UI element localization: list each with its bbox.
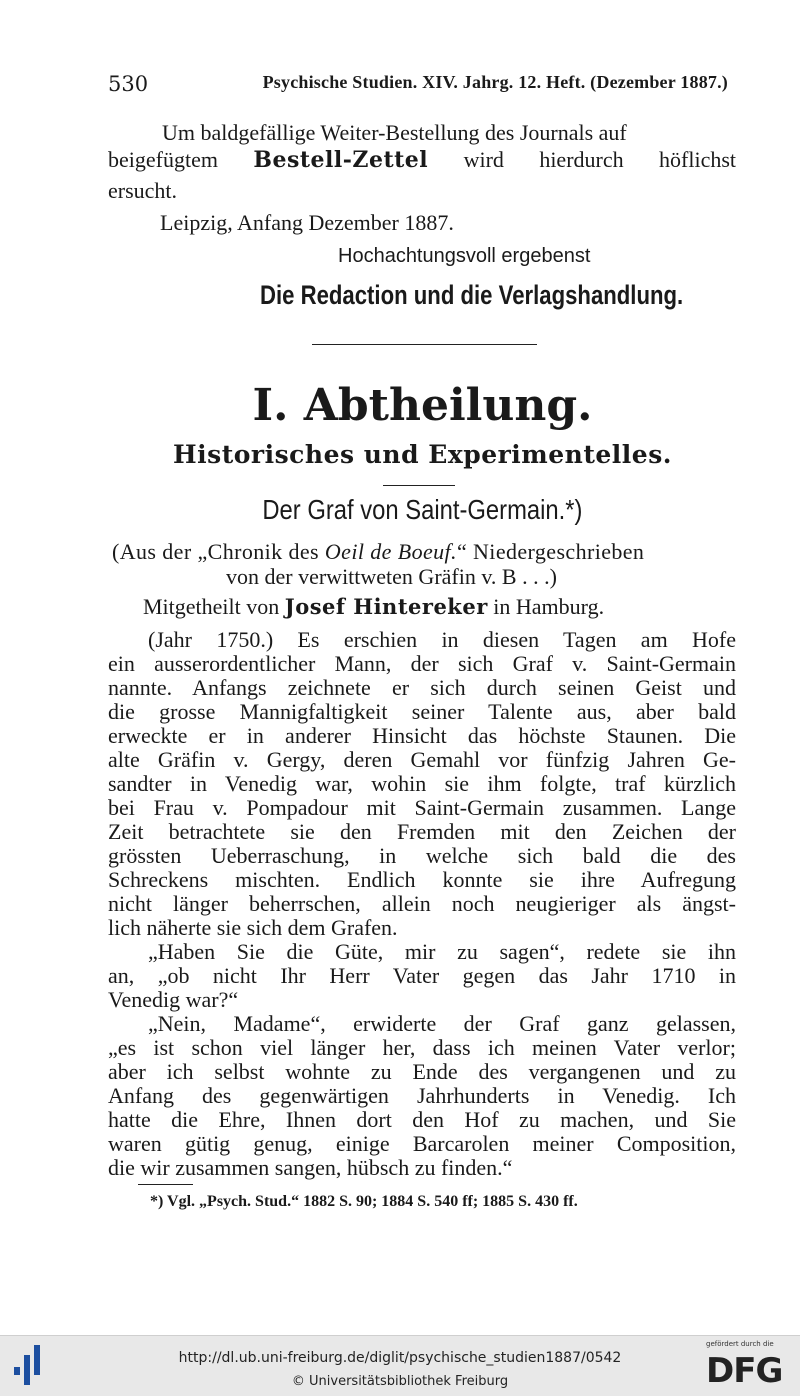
- body-line: „Nein, Madame“, erwiderte der Graf ganz gelassen,: [148, 1011, 736, 1036]
- body-line: Schreckens mischten. Endlich konnte sie ihre Aufregung: [108, 867, 736, 892]
- dfg-logo: DFG: [706, 1351, 783, 1391]
- short-divider: [383, 485, 455, 486]
- section-subtitle: Historisches und Experimentelles.: [173, 440, 672, 469]
- signature: Die Redaction und die Verlagshandlung.: [260, 280, 684, 310]
- running-header: [108, 72, 728, 96]
- body-line: Venedig war?“: [108, 987, 239, 1012]
- section-title: I. Abtheilung.: [252, 380, 593, 431]
- body-line: an, „ob nicht Ihr Herr Vater gegen das Jahr 1710 in: [108, 963, 736, 988]
- communicated-by: [143, 595, 604, 619]
- body-line: waren gütig genug, einige Barcarolen meiner Composition,: [108, 1131, 736, 1156]
- source-line-1: [112, 540, 644, 564]
- communicated-post: in Hamburg.: [493, 594, 605, 619]
- body-line: bei Frau v. Pompadour mit Saint-Germain zusammen. Lange: [108, 795, 736, 820]
- notice-line-2: [108, 148, 736, 172]
- body-line: Anfang des gegenwärtigen Jahrhunderts in Venedig. Ich: [108, 1083, 736, 1108]
- body-line: lich näherte sie sich dem Grafen.: [108, 915, 398, 940]
- notice-line-3: ersucht.: [108, 178, 178, 203]
- notice-line-2-pre: beigefügtem: [108, 147, 218, 172]
- closing: Hochachtungsvoll ergebenst: [338, 245, 591, 267]
- copyright: © Universitätsbibliothek Freiburg: [291, 1374, 509, 1389]
- source-line-1-b: “ Niedergeschrieben: [456, 539, 645, 564]
- body-line: Zeit betrachtete sie den Fremden mit den Zeichen der: [108, 819, 736, 844]
- body-line: (Jahr 1750.) Es erschien in diesen Tagen am Hofe: [148, 627, 736, 652]
- body-line: „es ist schon viel länger her, dass ich meinen Vater verlor;: [108, 1035, 736, 1060]
- author-name: Josef Hintereker: [284, 594, 488, 619]
- source-title: Oeil de Boeuf.: [324, 539, 457, 564]
- communicated-pre: Mitgetheilt von: [143, 594, 280, 619]
- notice-line-2-post: wird hierdurch höflichst: [463, 147, 737, 172]
- body-line: aber ich selbst wohnte zu Ende des vergangenen und zu: [108, 1059, 736, 1084]
- place-date: Leipzig, Anfang Dezember 1887.: [160, 210, 454, 235]
- notice-line-1: Um baldgefällige Weiter-Bestellung des Journals auf: [162, 120, 627, 145]
- body-line: „Haben Sie die Güte, mir zu sagen“, redete sie ihn: [148, 939, 736, 964]
- funding-note: gefördert durch die: [706, 1340, 774, 1348]
- body-line: grössten Ueberraschung, in welche sich bald die des: [108, 843, 736, 868]
- source-line-1-a: (Aus der „Chronik des: [112, 539, 319, 564]
- footnote: *) Vgl. „Psych. Stud.“ 1882 S. 90; 1884 S. 540 ff; 1885 S. 430 ff.: [150, 1193, 578, 1210]
- article-title: Der Graf von Saint-Germain.*): [262, 494, 583, 525]
- body-line: die wir zusammen sangen, hübsch zu finden.“: [108, 1155, 513, 1180]
- permalink[interactable]: http://dl.ub.uni-freiburg.de/diglit/psychische_studien1887/0542: [178, 1350, 622, 1366]
- body-line: ein ausserordentlicher Mann, der sich Graf v. Saint-Germain: [108, 651, 736, 676]
- body-line: alte Gräfin v. Gergy, deren Gemahl vor fünfzig Jahren Ge-: [108, 747, 736, 772]
- body-line: nicht länger beherrschen, allein noch neugieriger als ängst-: [108, 891, 736, 916]
- source-line-2: von der verwittweten Gräfin v. B . . .): [226, 564, 557, 589]
- body-line: hatte die Ehre, Ihnen dort den Hof zu machen, und Sie: [108, 1107, 736, 1132]
- page-number: 530: [108, 72, 149, 96]
- body-line: erweckte er in anderer Hinsicht das höchste Staunen. Die: [108, 723, 736, 748]
- divider: [312, 344, 537, 345]
- body-line: die grosse Mannigfaltigkeit seiner Talente aus, aber bald: [108, 699, 736, 724]
- order-form-label: Bestell-Zettel: [253, 147, 429, 173]
- running-head: Psychische Studien. XIV. Jahrg. 12. Heft. (Dezember 1887.): [262, 72, 728, 92]
- body-line: sandter in Venedig war, wohin sie ihm folgte, traf kürzlich: [108, 771, 736, 796]
- footnote-rule: [138, 1184, 193, 1185]
- body-line: nannte. Anfangs zeichnete er sich durch seinen Geist und: [108, 675, 736, 700]
